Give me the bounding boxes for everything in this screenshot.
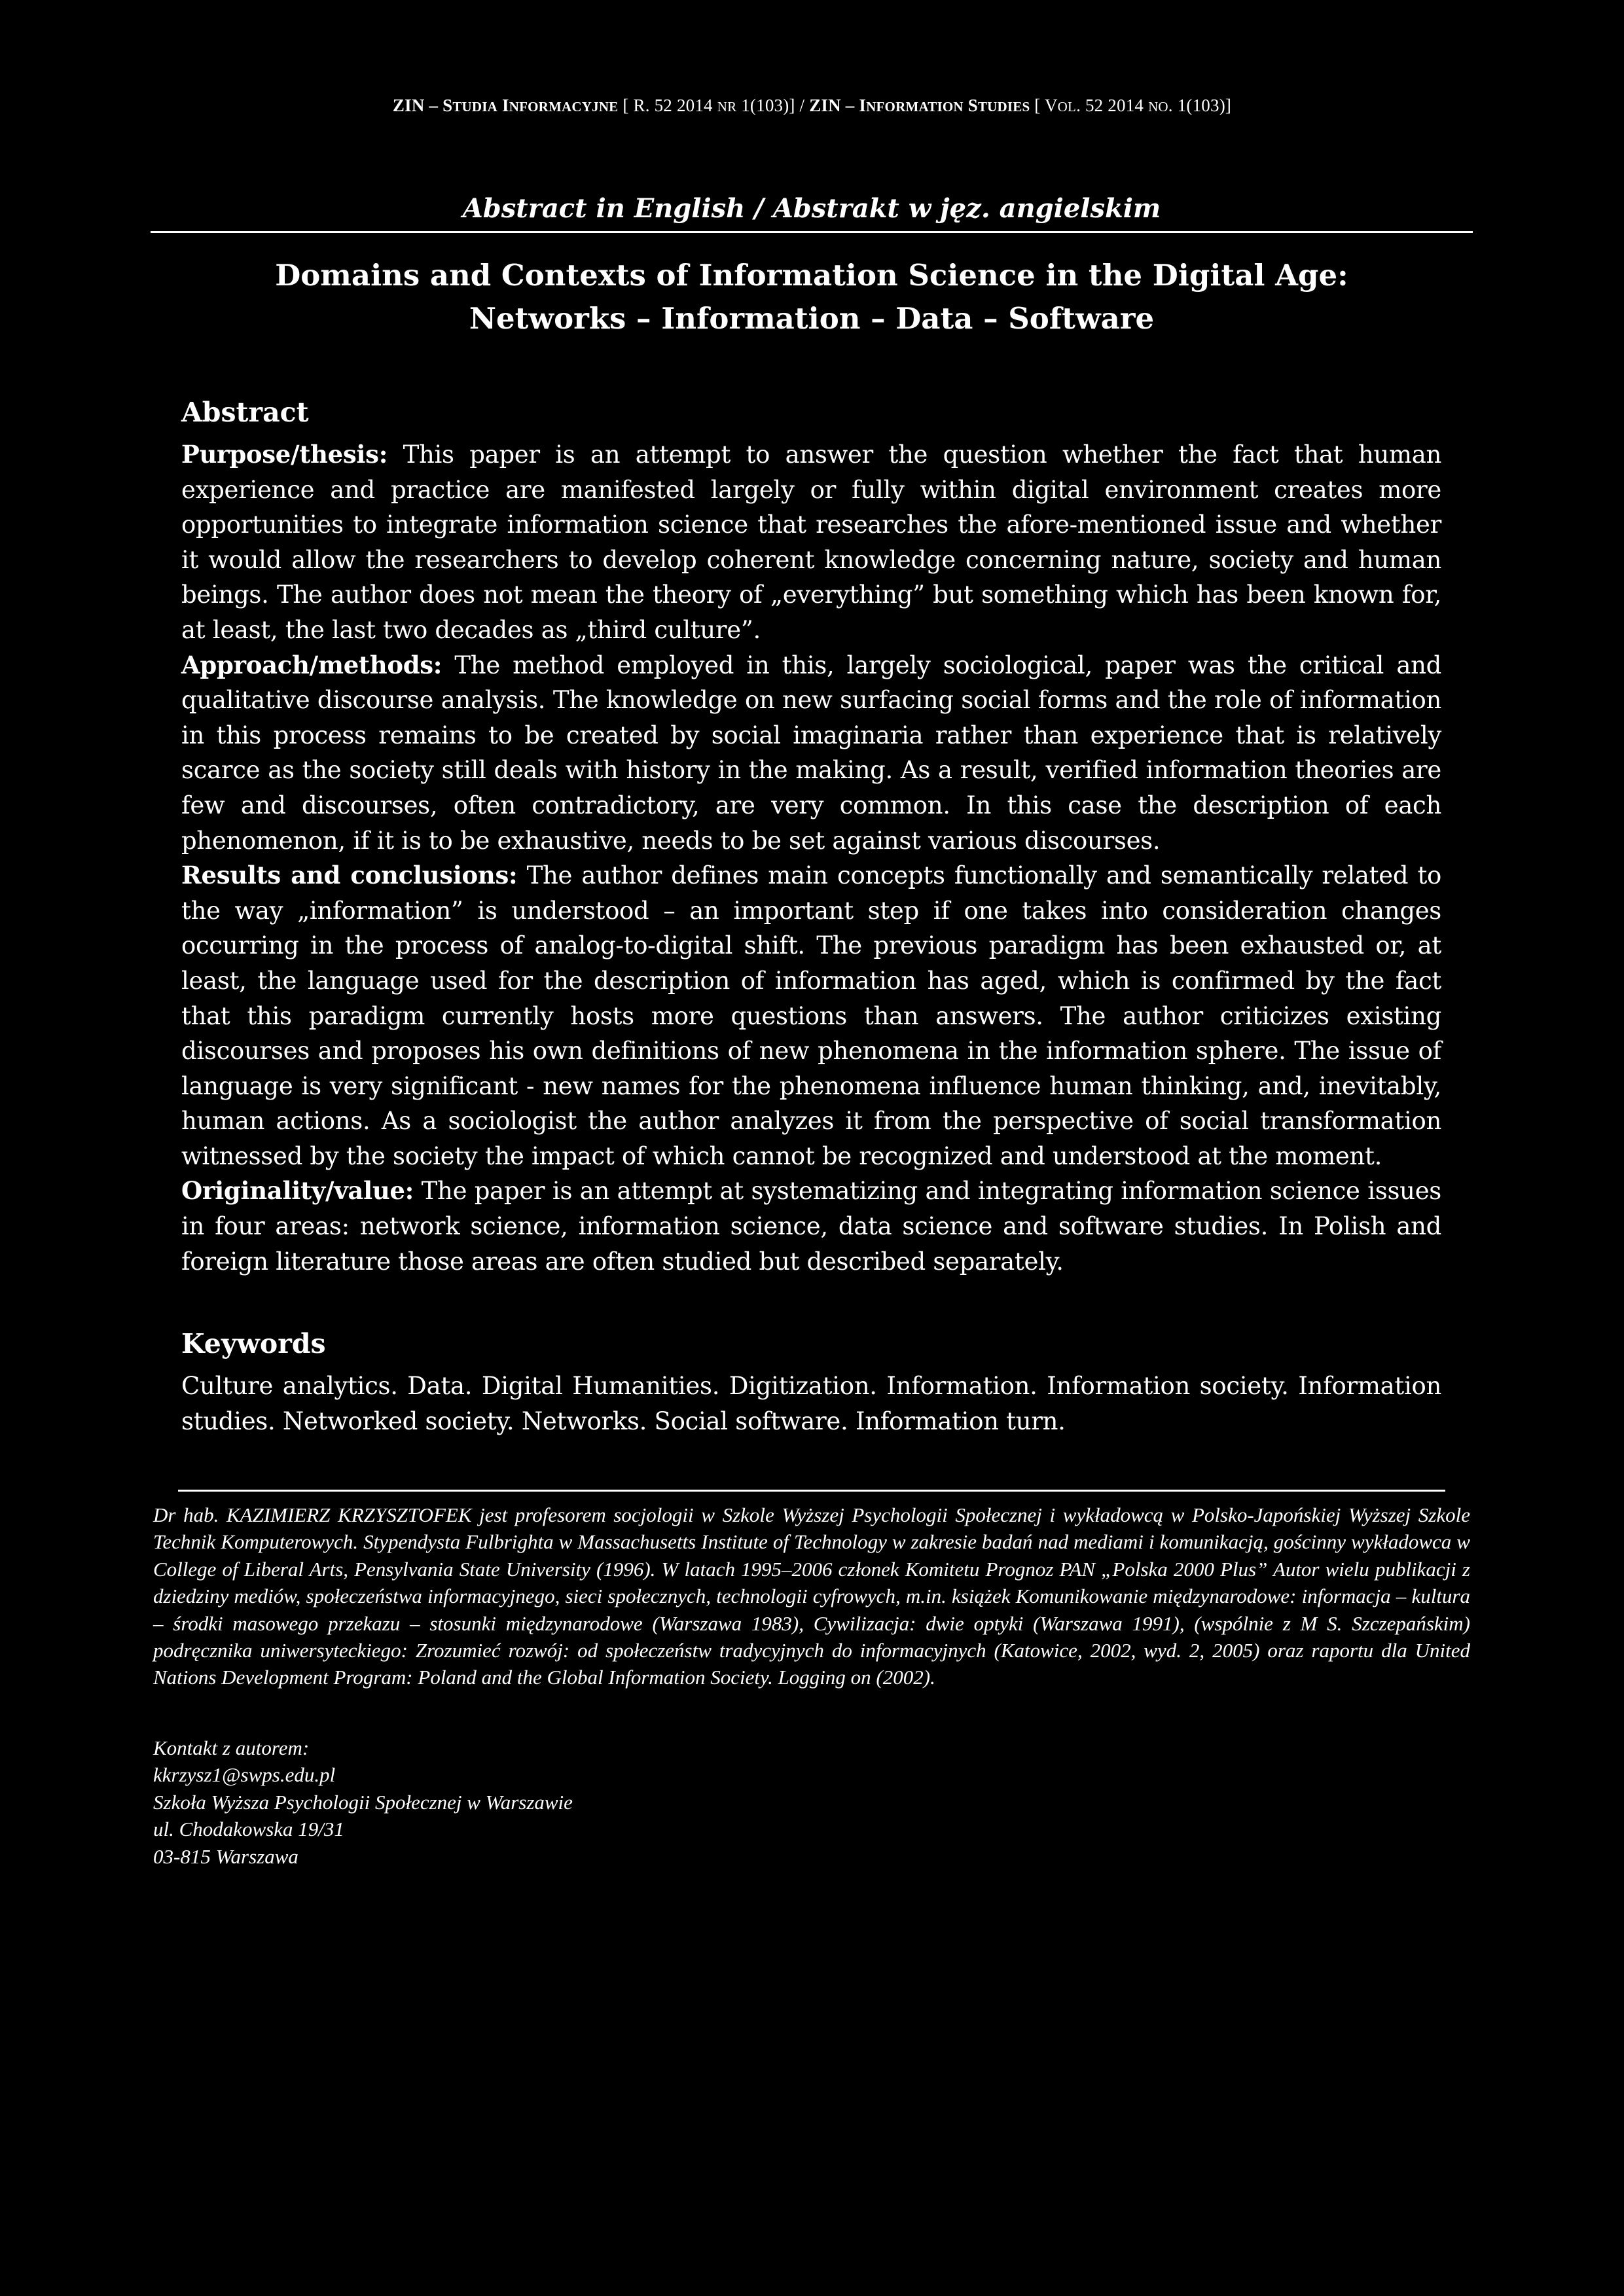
abstract-originality xyxy=(181,1174,1441,1279)
abstract-body xyxy=(181,437,1441,1279)
keywords-heading: Keywords xyxy=(181,1328,326,1359)
author-contact xyxy=(153,1734,1135,1870)
section-divider xyxy=(151,231,1473,233)
paper-title-line-1: Domains and Contexts of Information Science in the Digital Age: xyxy=(275,258,1348,293)
contact-city: 03-815 Warszawa xyxy=(153,1844,298,1868)
originality-label: Originality/value: xyxy=(181,1176,414,1206)
contact-email: kkrzysz1@swps.edu.pl xyxy=(153,1763,336,1787)
footnote-divider xyxy=(178,1490,1445,1492)
results-label: Results and conclusions: xyxy=(181,861,518,890)
paper-title xyxy=(151,254,1473,340)
abstract-approach xyxy=(181,648,1441,859)
abstract-purpose xyxy=(181,437,1441,648)
abstract-heading: Abstract xyxy=(181,397,309,428)
purpose-text: This paper is an attempt to answer the question whether the fact that human experience and practice are manifested largely or fully within digital environment creates more opportunities to integrate information science that researches the afore-mentioned issue and whether it would allow the researchers to develop coherent knowledge concerning nature, society and human beings. The author does not mean the theory of „everything” but something which has been known for, at least, the last two decades as „third culture”. xyxy=(181,440,1441,644)
contact-institution: Szkoła Wyższa Psychologii Społecznej w Warszawie xyxy=(153,1790,573,1814)
paper-title-line-2: Networks – Information – Data – Software xyxy=(469,301,1155,336)
section-label: Abstract in English / Abstrakt w jęz. angielskim xyxy=(462,193,1161,224)
results-text: The author defines main concepts functionally and semantically related to the way „information” is understood – an important step if one takes into consideration changes occurring in the process of analog-to-digital shift. The previous paradigm has been exhausted or, at least, the language used for the description of information has aged, which is confirmed by the fact that this paradigm currently hosts more questions than answers. The author criticizes existing discourses and proposes his own definitions of new phenomena in the information sphere. The issue of language is very significant - new names for the phenomena influence human thinking, and, inevitably, human actions. As a sociologist the author analyzes it from the perspective of social transformation witnessed by the society the impact of which cannot be recognized and understood at the moment. xyxy=(181,861,1441,1170)
keywords-list: Culture analytics. Data. Digital Humanities. Digitization. Information. Information society. Information studies. Networked society. Networks. Social software. Information turn. xyxy=(181,1372,1441,1435)
approach-label: Approach/methods: xyxy=(181,650,442,679)
abstract-results xyxy=(181,858,1441,1174)
purpose-label: Purpose/thesis: xyxy=(181,440,388,469)
originality-text: The paper is an attempt at systematizing and integrating information science issues in four areas: network science, information science, data science and software studies. In Polish and foreign literature those areas are often studied but described separately. xyxy=(181,1177,1441,1276)
contact-heading: Kontakt z autorem: xyxy=(153,1736,310,1759)
contact-street: ul. Chodakowska 19/31 xyxy=(153,1818,344,1841)
approach-text: The method employed in this, largely sociological, paper was the critical and qualitative discourse analysis. The knowledge on new surfacing social forms and the role of information in this process remains to be created by social imaginaria rather than experience that is relatively scarce as the society still deals with history in the making. As a result, verified information theories are few and discourses, often contradictory, are very common. In this case the description of each phenomenon, if it is to be exhaustive, needs to be set against various discourses. xyxy=(181,651,1441,855)
author-bio: Dr hab. KAZIMIERZ KRZYSZTOFEK jest profesorem socjologii w Szkole Wyższej Psychologii Społecznej i wykładowcą w Polsko-Japońskiej Wyższej Szkole Technik Komputerowych. Stypendysta Fulbrighta w Massachusetts Institute of Technology w zakresie badań nad mediami i komunikacją, gościnny wykładowca w College of Liberal Arts, Pensylvania State University (1996). W latach 1995–2006 członek Komitetu Prognoz PAN „Polska 2000 Plus” Autor wielu publikacji z dziedziny mediów, społeczeństwa informacyjnego, sieci społecznych, technologii cyfrowych, m.in. książek Komunikowanie międzynarodowe: informacja – kultura – środki masowego przekazu – stosunki międzynarodowe (Warszawa 1983), Cywilizacja: dwie optyki (Warszawa 1991), (wspólnie z M S. Szczepańskim) podręcznika uniwersyteckiego: Zrozumieć rozwój: od społeczeństw tradycyjnych do informacyjnych (Katowice, 2002, wyd. 2, 2005) oraz raportu dla United Nations Development Program: Poland and the Global Information Society. Logging on (2002). xyxy=(153,1503,1470,1689)
journal-running-header: ZIN – STUDIA INFORMACYJNE [ R. 52 2014 NR 1(103)] / ZIN – INFORMATION STUDIES [ VOL. 52 2014 NO. 1(103)] xyxy=(392,96,1232,115)
